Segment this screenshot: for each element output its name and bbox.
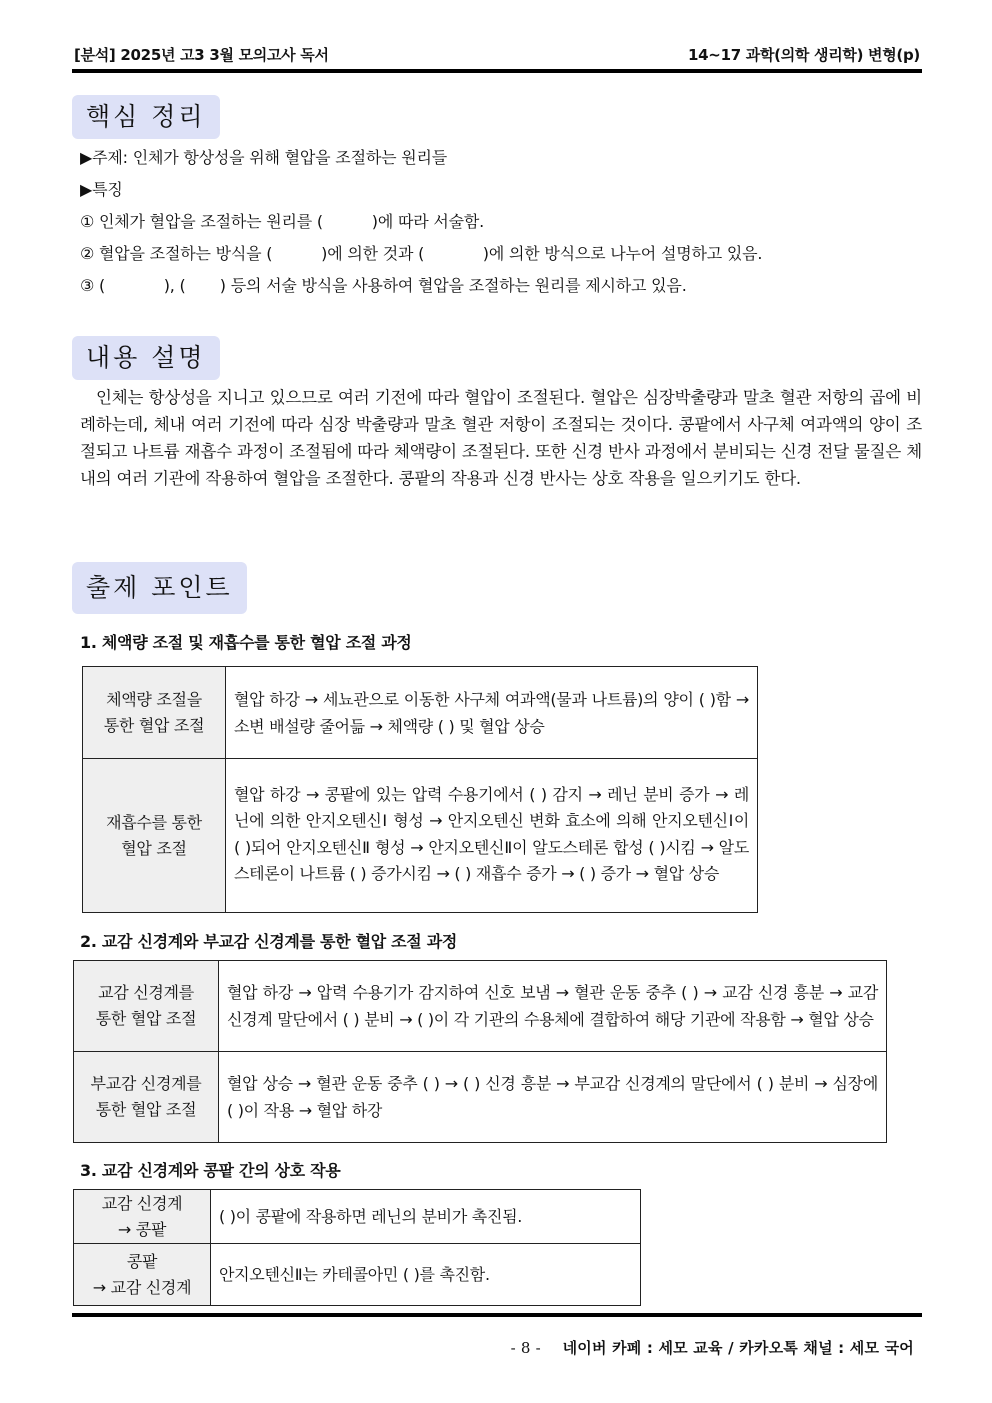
- row-content: 혈압 하강 → 압력 수용기가 감지하여 신호 보냄 → 혈관 운동 중추 ( ) → 교감 신경 흥분 → 교감 신경계 말단에서 ( ) 분비 → ( )이 각 기관의 수용체에 결합하여 해당 기관에 작용함 → 혈압 상승: [219, 961, 887, 1052]
- point-1-table: [82, 666, 758, 913]
- section-title-exam-points: 출제 포인트: [72, 562, 247, 614]
- row-label-line: 체액량 조절을: [106, 689, 202, 709]
- row-label-line: → 교감 신경계: [92, 1277, 192, 1297]
- summary-feature-1: ① 인체가 혈압을 조절하는 원리를 ( )에 따라 서술함.: [80, 212, 485, 231]
- table-row: [74, 1190, 641, 1244]
- table-row: [83, 759, 758, 913]
- row-label-line: 통한 혈압 조절: [103, 715, 205, 735]
- footer-text: 네이버 카페 : 세모 교육 / 카카오톡 채널 : 세모 국어: [562, 1339, 914, 1357]
- summary-feature-3: ③ ( ), ( ) 등의 서술 방식을 사용하여 혈압을 조절하는 원리를 제시하고 있음.: [80, 276, 687, 295]
- table-row: [74, 1244, 641, 1306]
- row-content: 혈압 하강 → 콩팥에 있는 압력 수용기에서 ( ) 감지 → 레닌 분비 증가 → 레닌에 의한 안지오텐신Ⅰ 형성 → 안지오텐신 변화 효소에 의해 안지오텐신Ⅰ이 ( )되어 안지오텐신Ⅱ 형성 → 안지오텐신Ⅱ이 알도스테론 합성 ( )시킴 → 알도스테론이 나트륨 ( ) 증가시킴 → ( ) 재흡수 증가 → ( ) 증가 → 혈압 상승: [226, 759, 758, 913]
- point-2-table: [73, 960, 887, 1143]
- point-1-heading: 1. 체액량 조절 및 재흡수를 통한 혈압 조절 과정: [80, 633, 412, 652]
- row-label: [74, 1244, 211, 1306]
- row-label-line: 통한 혈압 조절: [95, 1009, 197, 1028]
- row-label-line: 재흡수를 통한: [106, 812, 202, 832]
- footer-divider: [72, 1313, 922, 1317]
- header-subject: 14~17 과학(의학 생리학) 변형(p): [688, 46, 920, 64]
- row-content: ( )이 콩팥에 작용하면 레닌의 분비가 촉진됨.: [211, 1190, 641, 1244]
- table-row: [83, 667, 758, 759]
- content-paragraph: 인체는 항상성을 지니고 있으므로 여러 기전에 따라 혈압이 조절된다. 혈압은 심장박출량과 말초 혈관 저항의 곱에 비례하는데, 체내 여러 기전에 따라 심장 박출량과 말초 혈관 저항이 조절되는 것이다. 콩팥에서 사구체 여과액의 양이 조절되고 나트륨 재흡수 과정이 조절됨에 따라 체액량이 조절된다. 또한 신경 반사 과정에서 분비되는 신경 전달 물질은 체내의 여러 기관에 작용하여 혈압을 조절한다. 콩팥의 작용과 신경 반사는 상호 작용을 일으키기도 한다.: [80, 388, 922, 488]
- row-label: [74, 1052, 219, 1143]
- point-3-heading: 3. 교감 신경계와 콩팥 간의 상호 작용: [80, 1161, 341, 1180]
- row-content: 혈압 하강 → 세뇨관으로 이동한 사구체 여과액(물과 나트륨)의 양이 ( )함 → 소변 배설량 줄어듦 → 체액량 ( ) 및 혈압 상승: [226, 667, 758, 759]
- point-3-table: [73, 1189, 641, 1306]
- row-label-line: 콩팥: [126, 1251, 158, 1271]
- row-label-line: 통한 혈압 조절: [95, 1100, 197, 1119]
- section-title-content: 내용 설명: [72, 336, 220, 380]
- summary-topic: ▶주제: 인체가 항상성을 위해 혈압을 조절하는 원리들: [80, 148, 447, 167]
- header-divider: [72, 69, 922, 73]
- row-label-line: 교감 신경계: [101, 1193, 183, 1213]
- summary-feature-2: ② 혈압을 조절하는 방식을 ( )에 의한 것과 ( )에 의한 방식으로 나누어 설명하고 있음.: [80, 244, 763, 263]
- row-label: [83, 759, 226, 913]
- section-title-key-summary: 핵심 정리: [72, 95, 220, 139]
- row-label-line: 혈압 조절: [121, 838, 187, 858]
- point-2-heading: 2. 교감 신경계와 부교감 신경계를 통한 혈압 조절 과정: [80, 932, 458, 951]
- summary-features-label: ▶특징: [80, 180, 123, 199]
- row-content: 안지오텐신Ⅱ는 카테콜아민 ( )를 촉진함.: [211, 1244, 641, 1306]
- footer: [511, 1337, 914, 1358]
- row-label-line: 부교감 신경계를: [90, 1074, 202, 1093]
- row-content: 혈압 상승 → 혈관 운동 중추 ( ) → ( ) 신경 흥분 → 부교감 신경계의 말단에서 ( ) 분비 → 심장에 ( )이 작용 → 혈압 하강: [219, 1052, 887, 1143]
- row-label: [74, 1190, 211, 1244]
- page-number: - 8 -: [510, 1339, 541, 1357]
- table-row: [74, 1052, 887, 1143]
- row-label-line: → 콩팥: [117, 1219, 167, 1239]
- row-label-line: 교감 신경계를: [98, 983, 194, 1002]
- row-label: [83, 667, 226, 759]
- row-label: [74, 961, 219, 1052]
- table-row: [74, 961, 887, 1052]
- header-title: [분석] 2025년 고3 3월 모의고사 독서: [74, 46, 329, 64]
